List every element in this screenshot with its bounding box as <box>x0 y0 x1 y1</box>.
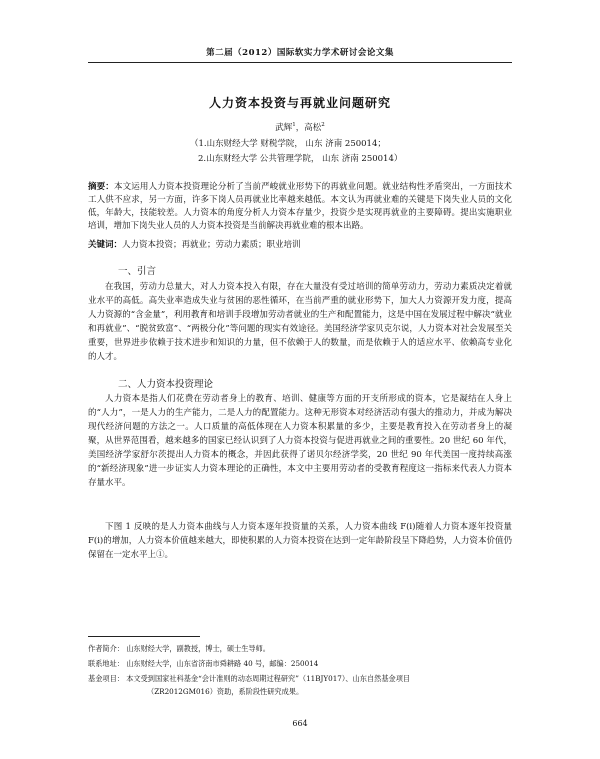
affiliation-1: （1.山东财经大学 财税学院， 山东 济南 250014； <box>190 139 386 149</box>
author-1-name: 武辉 <box>275 123 293 133</box>
keywords <box>88 238 512 250</box>
affiliation-2: 2.山东财经大学 公共管理学院， 山东 济南 250014） <box>198 154 403 164</box>
page-number: 664 <box>292 719 308 728</box>
section-2-paragraph-2: 下图 1 反映的是人力资本曲线与人力资本逐年投资量的关系，人力资本曲线 F(i)随着人力资本逐年投资量 F(i)的增加，人力资本价值越来越大，即使积累的人力资本投资在达到一定年龄阶段呈下降趋势，人力资本价值仍保留在一定水平上①。 <box>88 522 512 560</box>
abstract-text: 本文运用人力资本投资理论分析了当前严峻就业形势下的再就业问题。就业结构性矛盾突出，一方面技术工人供不应求，另一方面，许多下岗人员再就业比率越来越低。本文认为再就业难的关键是下岗失业人员的文化低，年龄大，技能较差。人力资本的角度分析人力资本存量少，投资少是实现再就业的主要障碍。提出实施职业培训，增加下岗失业人员的人力资本投资是当前解决再就业难的根本出路。 <box>88 182 512 231</box>
section-1-heading: 一、引言 <box>118 266 157 277</box>
keywords-label: 关键词： <box>88 240 123 250</box>
author-2-name: 高松 <box>304 123 322 133</box>
author-1-affil-mark: 1 <box>292 122 296 129</box>
footnote-author-bio: 作者简介： 山东财经大学，副教授，博士，硕士生导师。 <box>88 644 270 653</box>
footnote-funding-cont: （ZR2012GM016）资助，系阶段性研究成果。 <box>147 687 304 696</box>
author-separator: ， <box>295 123 305 133</box>
paper-title: 人力资本投资与再就业问题研究 <box>208 96 391 110</box>
abstract <box>88 181 512 233</box>
section-1-paragraph: 在我国，劳动力总量大，对人力资本投入有限，存在大量没有受过培训的简单劳动力，劳动力素质决定着就业水平的高低。高失业率造成失业与贫困的恶性循环，在当前严重的就业形势下，加大人力资源开发力度，提高人力资源的“含金量”，利用教育和培训手段增加劳动者就业的生产和配置能力，这是中国在发展过程中解决“就业和再就业”、“脱贫致富”、“两极分化”等问题的现实有效途径。美国经济学家贝克尔说，人力资本对社会发展至关重要，世界进步依赖于技术进步和知识的力量，但不依赖于人的数量，而是依赖于人的适应水平、依赖高专业化的人才。 <box>88 282 512 362</box>
section-2-paragraph-1: 人力资本是指人们花费在劳动者身上的教育、培训、健康等方面的开支所形成的资本，它是凝结在人身上的“人力”，一是人力的生产能力，二是人力的配置能力。这种无形资本对经济活动有强大的推动力，并成为解决现代经济问题的方法之一。人口质量的高低体现在人力资本积累量的多少，主要是教育投入在劳动者身上的凝聚，从世界范围看，越来越多的国家已经认识到了人力资本投资与促进再就业之间的重要性。20 世纪 60 年代，美国经济学家舒尔茨提出人力资本的概念，并因此获得了诺贝尔经济学奖，20 世纪 90 年代美国一度持续高涨的“新经济现象”进一步证实人力资本理论的正确性，本文中主要用劳动者的受教育程度这一指标来代表人力资本存量水平。 <box>88 394 512 488</box>
abstract-label: 摘要： <box>88 182 114 192</box>
footnote-rule <box>88 636 200 637</box>
author-line <box>90 121 510 133</box>
author-2-affil-mark: 2 <box>321 122 325 129</box>
header-rule <box>88 62 512 63</box>
footnote-address: 联系地址： 山东财经大学，山东省济南市舜耕路 40 号，邮编：250014 <box>88 659 319 668</box>
keywords-text: 人力资本投资；再就业；劳动力素质；职业培训 <box>122 240 301 250</box>
footnote-funding: 基金项目： 本文受到国家社科基金“会计准则的动态周期过程研究”（11BJY017）、山东自然基金项目 <box>88 674 411 683</box>
running-head: 第二届（2012）国际软实力学术研讨会论文集 <box>206 48 394 58</box>
section-2-heading: 二、人力资本投资理论 <box>118 379 214 390</box>
